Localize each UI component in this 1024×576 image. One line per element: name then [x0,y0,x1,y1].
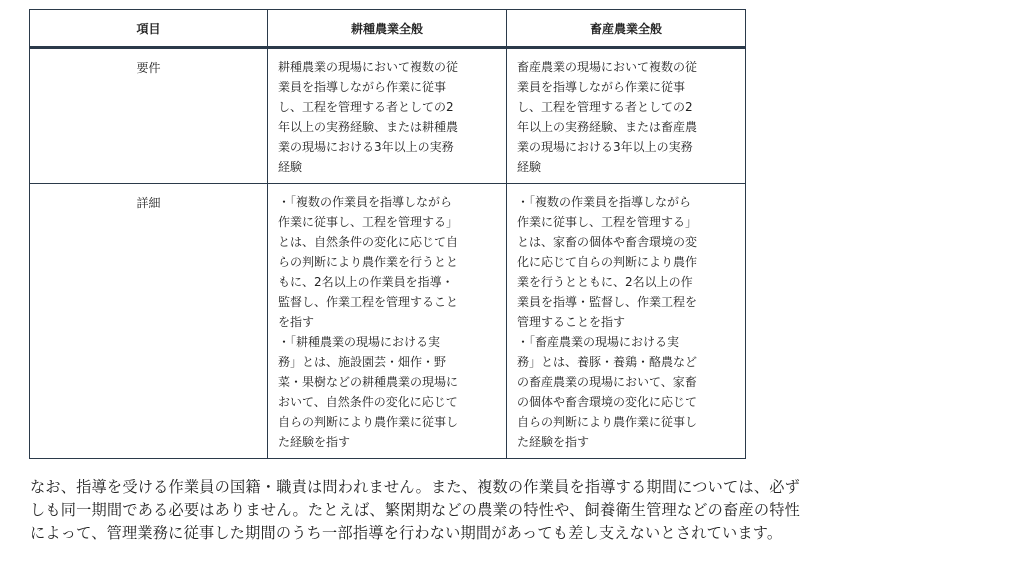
text-line: 経験 [278,160,303,174]
text-line: 自らの判断により農作業に従事し [517,415,698,429]
header-item: 項目 [30,10,268,48]
text-line: ・「複数の作業員を指導しながら [517,195,692,209]
text-line: 自らの判断により農作業に従事し [278,415,459,429]
text-line: し、工程を管理する者としての2 [278,100,454,114]
text-line: た経験を指す [517,435,590,449]
note-line: によって、管理業務に従事した期間のうち一部指導を行わない期間があっても差し支えないとされています。 [30,524,783,542]
row-label-details: 詳細 [30,184,268,459]
text-line: 業員を指導しながら作業に従事 [278,80,447,94]
note-line: なお、指導を受ける作業員の国籍・職責は問われません。また、複数の作業員を指導する期間については、必ず [30,478,800,496]
header-livestock-farming: 畜産農業全般 [507,10,746,48]
text-line: 畜産農業の現場において複数の従 [517,60,698,74]
text-line: ・「畜産農業の現場における実 [517,335,680,349]
text-line: 業の現場における3年以上の実務 [517,140,693,154]
text-line: 耕種農業の現場において複数の従 [278,60,459,74]
text-line: 業員を指導しながら作業に従事 [517,80,686,94]
text-line: らの判断により農作業を行うとと [278,255,459,269]
text-line: を指す [278,315,315,329]
text-line: とは、自然条件の変化に応じて自 [278,235,459,249]
requirements-table [29,9,746,459]
text-line: 管理することを指す [517,315,626,329]
text-line: 年以上の実務経験、または耕種農 [278,120,459,134]
text-line: 作業に従事し、工程を管理する」 [278,215,459,229]
cell-livestock-requirements [507,48,746,184]
text-line: 業の現場における3年以上の実務 [278,140,454,154]
table-header-row [30,10,746,48]
text-line: 菜・果樹などの耕種農業の現場に [278,375,459,389]
text-line: の畜産農業の現場において、家畜 [517,375,697,389]
row-label-requirements: 要件 [30,48,268,184]
table-row-requirements [30,48,746,184]
text-line: 務」とは、養豚・養鶏・酪農など [517,355,698,369]
text-line: 業を行うとともに、2名以上の作 [517,275,693,289]
text-line: た経験を指す [278,435,351,449]
note-line: しも同一期間である必要はありません。たとえば、繁閑期などの農業の特性や、飼養衛生管理などの畜産の特性 [30,501,800,519]
text-line: 監督し、作業工程を管理すること [278,295,459,309]
text-line: とは、家畜の個体や畜舎環境の変 [517,235,698,249]
note-paragraph [30,476,1005,545]
text-line: 経験 [517,160,542,174]
text-line: ・「耕種農業の現場における実 [278,335,441,349]
text-line: もに、2名以上の作業員を指導・ [278,275,454,289]
text-line: ・「複数の作業員を指導しながら [278,195,453,209]
cell-livestock-details [507,184,746,459]
text-line: 務」とは、施設園芸・畑作・野 [278,355,447,369]
header-crop-farming: 耕種農業全般 [268,10,507,48]
text-line: 化に応じて自らの判断により農作 [517,255,698,269]
text-line: 業員を指導・監督し、作業工程を [517,295,698,309]
text-line: おいて、自然条件の変化に応じて [278,395,458,409]
text-line: の個体や畜舎環境の変化に応じて [517,395,698,409]
cell-crop-requirements [268,48,507,184]
text-line: 作業に従事し、工程を管理する」 [517,215,698,229]
text-line: し、工程を管理する者としての2 [517,100,693,114]
cell-crop-details [268,184,507,459]
table-row-details [30,184,746,459]
text-line: 年以上の実務経験、または畜産農 [517,120,698,134]
